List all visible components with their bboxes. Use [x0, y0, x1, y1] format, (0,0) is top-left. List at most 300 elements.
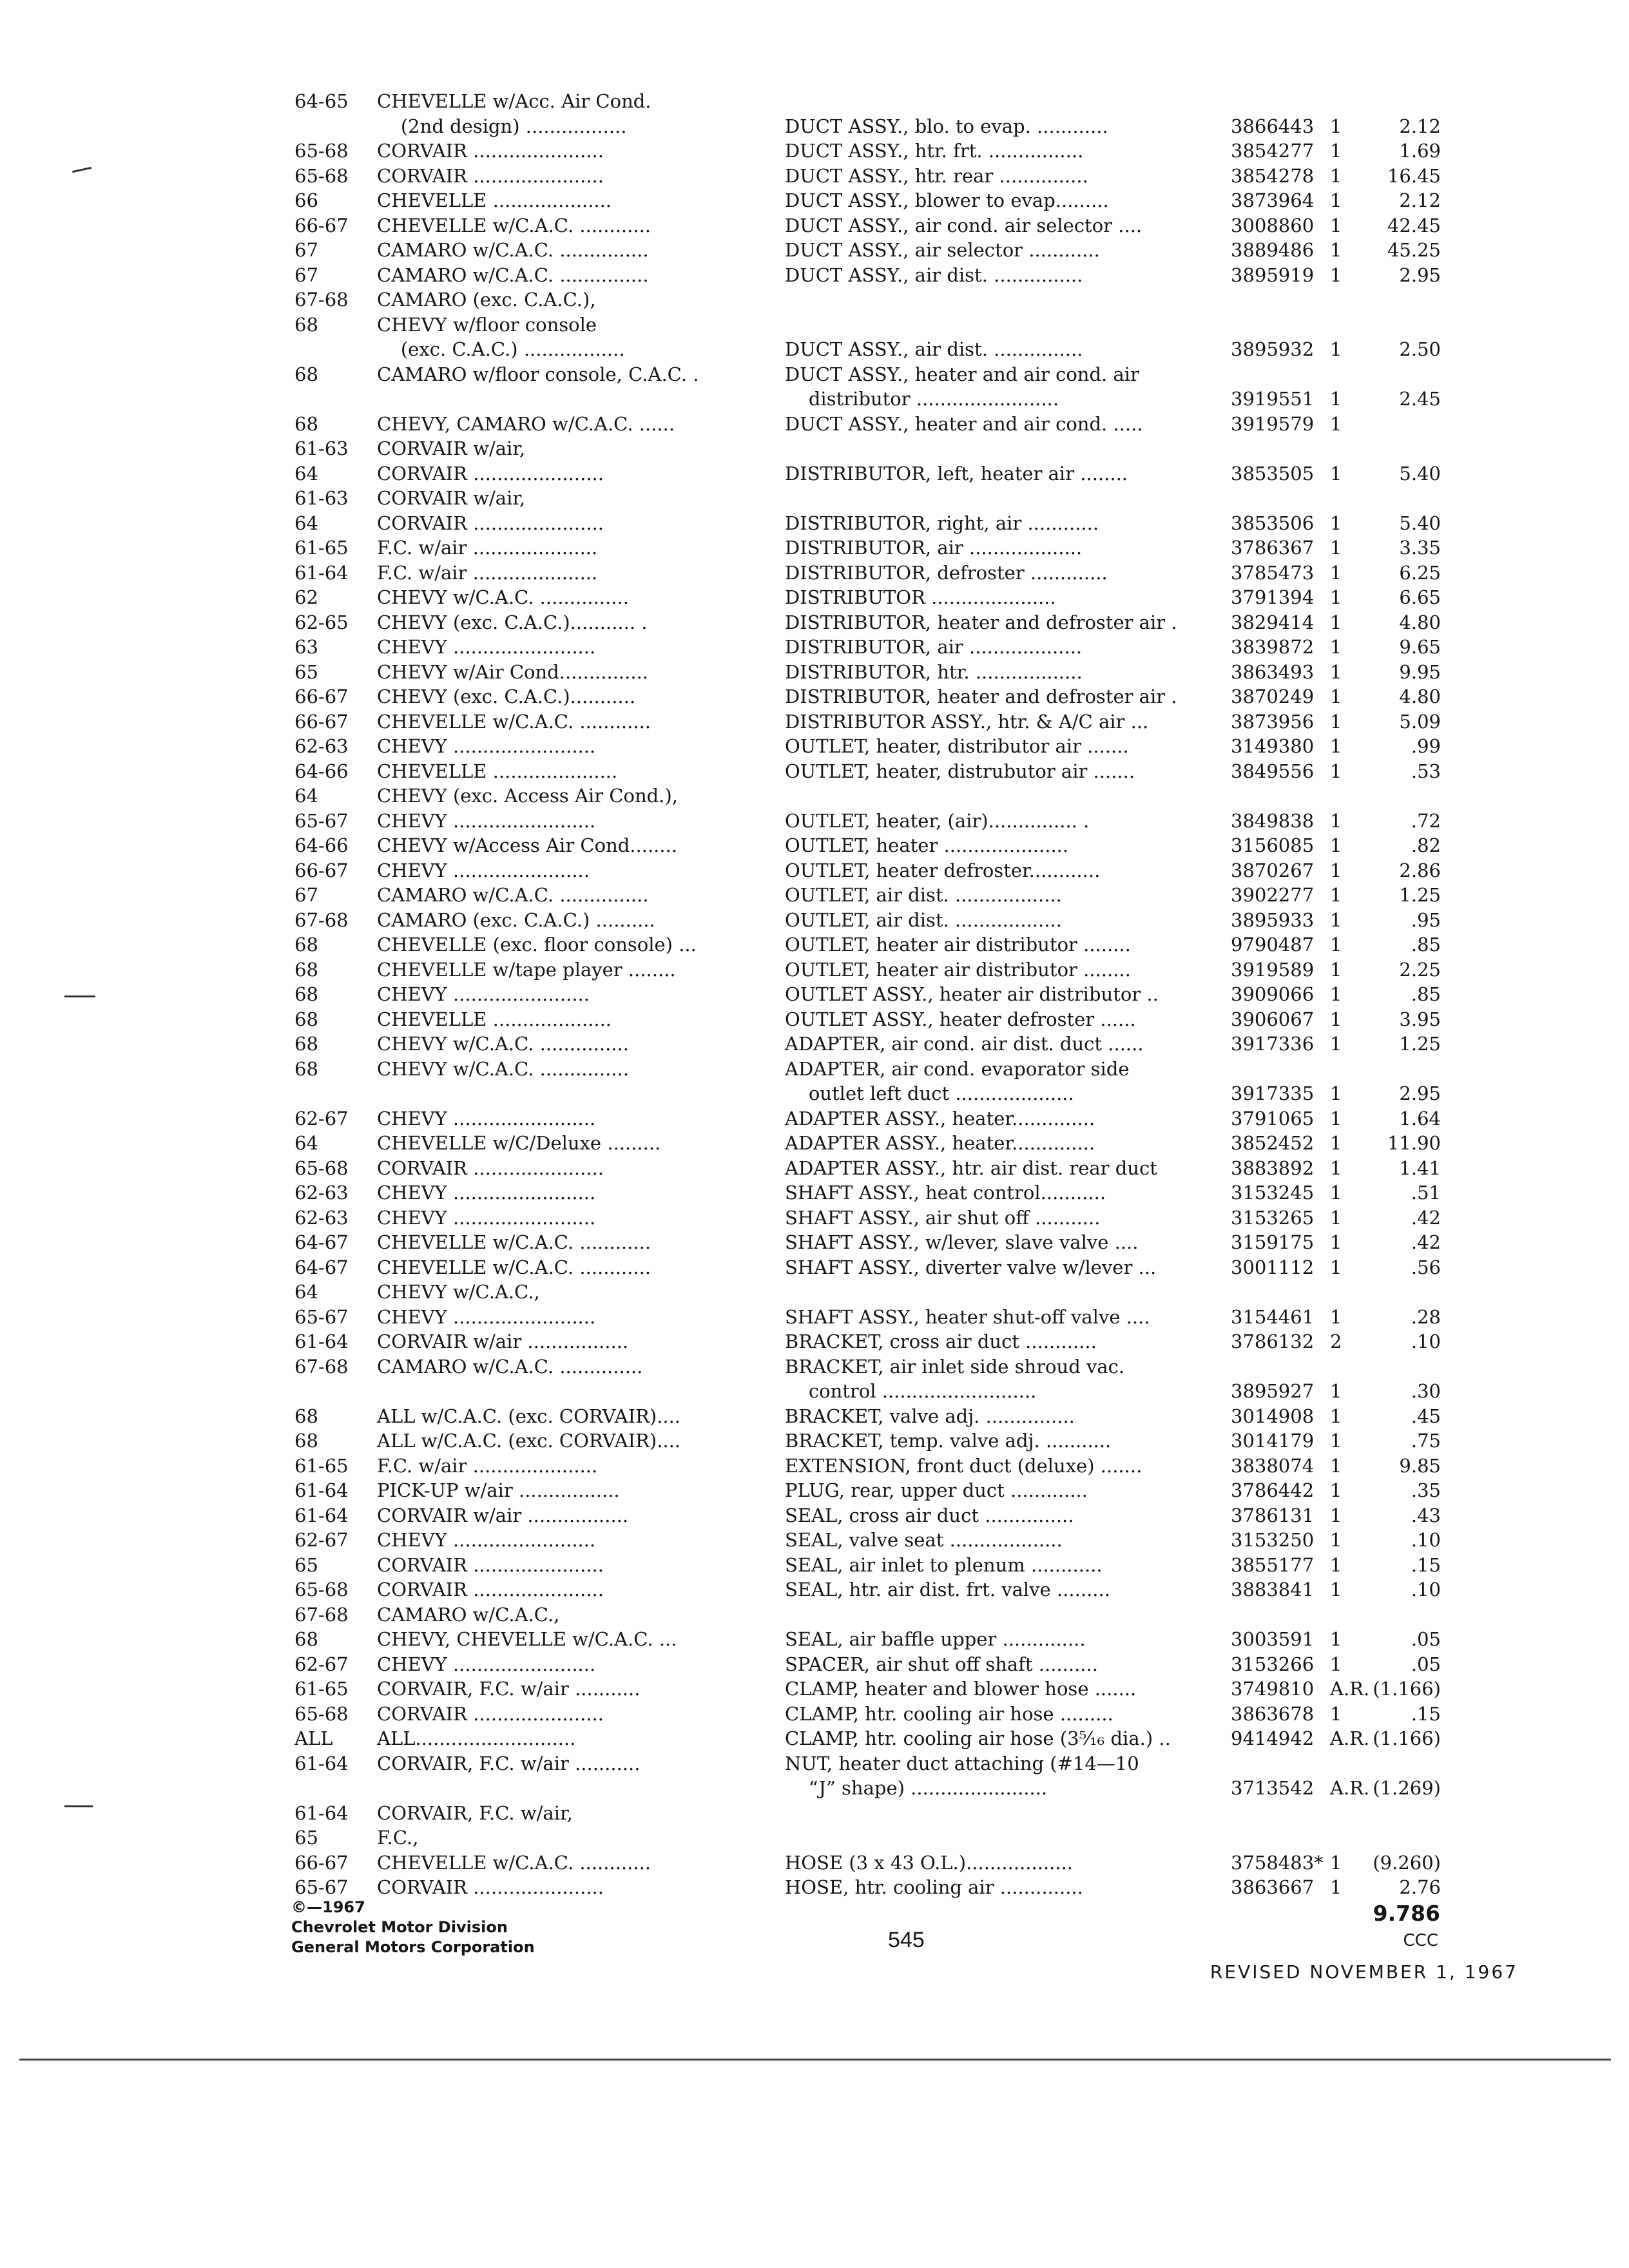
model-name: CAMARO w/C.A.C., — [377, 1603, 560, 1626]
price: .15 — [1411, 1553, 1441, 1576]
catalog-row — [0, 1230, 1629, 1254]
model-year: 62-63 — [294, 735, 349, 757]
quantity: 1 — [1330, 1553, 1342, 1576]
quantity: 1 — [1330, 338, 1342, 360]
quantity: 1 — [1330, 214, 1342, 236]
catalog-row — [0, 1677, 1629, 1701]
part-description: SEAL, air inlet to plenum ............ — [785, 1553, 1103, 1576]
part-description: DUCT ASSY., blo. to evap. ............ — [785, 115, 1108, 137]
page-divider — [19, 2059, 1611, 2061]
part-description: SPACER, air shut off shaft .......... — [785, 1653, 1098, 1675]
part-number: 3159175 — [1231, 1231, 1315, 1253]
model-name: CHEVY, CAMARO w/C.A.C. ...... — [377, 412, 675, 435]
catalog-row — [0, 511, 1629, 535]
model-name: PICK-UP w/air ................. — [377, 1479, 620, 1501]
model-year: 62-67 — [294, 1107, 349, 1129]
model-year: 65-67 — [294, 1305, 349, 1328]
quantity: 1 — [1330, 710, 1342, 733]
model-year: 61-65 — [294, 1454, 349, 1477]
catalog-row — [0, 461, 1629, 486]
catalog-row — [0, 1850, 1629, 1875]
price: 45.25 — [1387, 239, 1441, 261]
part-number: 3849838 — [1231, 809, 1315, 832]
part-description: SEAL, htr. air dist. frt. valve ......... — [785, 1579, 1110, 1600]
catalog-row — [0, 660, 1629, 684]
model-year: 65-67 — [294, 1876, 349, 1898]
part-number: 3786132 — [1231, 1331, 1315, 1352]
catalog-row — [0, 1404, 1629, 1428]
part-number: 3909066 — [1231, 983, 1315, 1005]
model-year: 61-64 — [294, 1802, 349, 1824]
model-year: 68 — [294, 934, 318, 956]
catalog-row — [0, 1329, 1629, 1354]
price: 2.50 — [1399, 338, 1441, 360]
model-name: CHEVY (exc. C.A.C.)........... — [377, 686, 636, 707]
model-name: CORVAIR w/air ................. — [377, 1331, 629, 1352]
model-name: CORVAIR ...................... — [377, 1702, 604, 1725]
model-name: CORVAIR ...................... — [377, 164, 604, 187]
catalog-row — [0, 982, 1629, 1006]
model-name: CAMARO w/C.A.C. ............... — [377, 239, 649, 261]
model-year: 66-67 — [294, 214, 349, 236]
model-name: CHEVELLE w/C.A.C. ............ — [377, 214, 651, 236]
price: .10 — [1411, 1331, 1441, 1352]
model-year: 65-68 — [294, 1702, 349, 1725]
part-number: 3153265 — [1231, 1206, 1315, 1229]
catalog-row — [0, 362, 1629, 387]
model-year: 62-63 — [294, 1206, 349, 1229]
model-year: 64 — [294, 785, 318, 807]
model-year: 67 — [294, 239, 318, 261]
catalog-row — [0, 1280, 1629, 1304]
price: .75 — [1411, 1430, 1441, 1452]
part-number: 3895927 — [1231, 1380, 1315, 1402]
catalog-row — [0, 1726, 1629, 1751]
quantity: 1 — [1330, 1256, 1342, 1278]
part-description: SHAFT ASSY., heater shut-off valve .... — [785, 1305, 1150, 1328]
margin-mark — [64, 995, 95, 997]
model-year: 67 — [294, 884, 318, 906]
part-number: 3785473 — [1231, 561, 1315, 584]
catalog-row — [0, 1180, 1629, 1205]
model-name: CHEVY ........................ — [377, 1206, 596, 1229]
model-name: F.C., — [377, 1827, 419, 1849]
model-year: 68 — [294, 363, 318, 385]
catalog-row — [0, 783, 1629, 808]
quantity: 1 — [1330, 686, 1342, 707]
part-description: DUCT ASSY., air dist. ............... — [785, 338, 1083, 360]
part-number: 3866443 — [1231, 115, 1315, 137]
part-number: 3854278 — [1231, 164, 1315, 187]
revision-date: REVISED NOVEMBER 1, 1967 — [1210, 1961, 1518, 1983]
catalog-row — [0, 1751, 1629, 1776]
part-description: DISTRIBUTOR, right, air ............ — [785, 512, 1099, 534]
model-year: 66-67 — [294, 1851, 349, 1874]
model-year: 68 — [294, 313, 318, 336]
quantity: 1 — [1330, 1206, 1342, 1229]
price: 5.09 — [1399, 710, 1441, 733]
catalog-row — [0, 1379, 1629, 1403]
quantity: 1 — [1330, 611, 1342, 633]
catalog-row — [0, 412, 1629, 436]
part-number: 3786367 — [1231, 537, 1315, 559]
price: .10 — [1411, 1579, 1441, 1600]
catalog-row — [0, 1553, 1629, 1577]
model-year: 63 — [294, 636, 318, 658]
part-number: 3902277 — [1231, 884, 1315, 906]
catalog-row — [0, 535, 1629, 560]
model-name: CAMARO w/C.A.C. ............... — [377, 884, 649, 906]
catalog-row — [0, 610, 1629, 635]
part-description: distributor ........................ — [785, 388, 1059, 410]
part-description: DISTRIBUTOR ..................... — [785, 586, 1056, 608]
part-number: 3853506 — [1231, 512, 1315, 534]
price: 9.85 — [1399, 1454, 1441, 1477]
part-number: 3854277 — [1231, 140, 1315, 162]
model-year: 68 — [294, 1405, 318, 1427]
part-number: 3713542 — [1231, 1777, 1315, 1799]
part-number: 3003591 — [1231, 1628, 1315, 1650]
part-number: 3001112 — [1231, 1256, 1315, 1278]
part-number: 3786442 — [1231, 1479, 1315, 1501]
model-name: CORVAIR, F.C. w/air ........... — [377, 1678, 641, 1700]
quantity: 1 — [1330, 115, 1342, 137]
part-description: CLAMP, htr. cooling air hose (3⁵⁄₁₆ dia.) .. — [785, 1727, 1171, 1749]
quantity: 1 — [1330, 983, 1342, 1005]
catalog-row — [0, 809, 1629, 833]
model-year: 62 — [294, 586, 318, 608]
catalog-row — [0, 238, 1629, 262]
part-description: ADAPTER, air cond. evaporator side — [785, 1057, 1130, 1080]
part-description: ADAPTER, air cond. air dist. duct ...... — [785, 1033, 1144, 1055]
model-year: 68 — [294, 1057, 318, 1080]
quantity: 1 — [1330, 1305, 1342, 1328]
part-description: DUCT ASSY., air dist. ............... — [785, 264, 1083, 286]
part-description: DUCT ASSY., heater and air cond. air — [785, 363, 1139, 385]
part-description: BRACKET, temp. valve adj. ........... — [785, 1430, 1112, 1452]
model-name: CORVAIR w/air ................. — [377, 1504, 629, 1526]
model-name: CHEVY ........................ — [377, 1182, 596, 1204]
price: 11.90 — [1387, 1132, 1441, 1154]
quantity: 1 — [1330, 462, 1342, 485]
model-name: CHEVELLE w/C/Deluxe ......... — [377, 1132, 661, 1154]
part-description: DUCT ASSY., htr. frt. ................ — [785, 140, 1084, 162]
model-year: 62-65 — [294, 611, 349, 633]
quantity: 1 — [1330, 1454, 1342, 1477]
model-name: ALL........................... — [377, 1727, 576, 1749]
part-description: OUTLET ASSY., heater defroster ...... — [785, 1008, 1136, 1030]
price: 9.65 — [1399, 636, 1441, 658]
model-year: 65 — [294, 1553, 318, 1576]
part-description: OUTLET, heater, (air)............... . — [785, 809, 1090, 832]
quantity: 1 — [1330, 1628, 1342, 1650]
catalog-row — [0, 1007, 1629, 1032]
model-name: F.C. w/air ..................... — [377, 1454, 598, 1477]
model-name: CHEVY w/C.A.C. ............... — [377, 1057, 629, 1080]
part-number: 3153266 — [1231, 1653, 1315, 1675]
catalog-row — [0, 89, 1629, 113]
price: .56 — [1411, 1256, 1441, 1278]
model-name: CAMARO w/floor console, C.A.C. . — [377, 363, 699, 385]
quantity: 1 — [1330, 512, 1342, 534]
model-name: CHEVELLE w/Acc. Air Cond. — [377, 90, 651, 112]
model-name: CAMARO (exc. C.A.C.), — [377, 289, 596, 311]
model-name: CHEVELLE (exc. floor console) ... — [377, 934, 697, 956]
part-number: 3863493 — [1231, 660, 1315, 683]
quantity: 1 — [1330, 586, 1342, 608]
model-name: CHEVELLE w/C.A.C. ............ — [377, 1256, 651, 1278]
part-number: 3883892 — [1231, 1157, 1315, 1179]
quantity: 1 — [1330, 1876, 1342, 1898]
model-year: 62-67 — [294, 1529, 349, 1551]
catalog-row — [0, 1776, 1629, 1800]
price: 1.69 — [1399, 140, 1441, 162]
part-description: CLAMP, heater and blower hose ....... — [785, 1678, 1137, 1700]
model-year: 61-64 — [294, 561, 349, 584]
model-year: 65-68 — [294, 1157, 349, 1179]
quantity: 1 — [1330, 934, 1342, 956]
part-number: 3919579 — [1231, 412, 1315, 435]
part-description: DISTRIBUTOR, heater and defroster air . — [785, 611, 1177, 633]
part-number: 3153245 — [1231, 1182, 1315, 1204]
quantity: 1 — [1330, 1182, 1342, 1204]
model-name: ALL w/C.A.C. (exc. CORVAIR).... — [377, 1405, 681, 1427]
model-name: CORVAIR ...................... — [377, 1876, 604, 1898]
quantity: 1 — [1330, 908, 1342, 931]
quantity: 1 — [1330, 1479, 1342, 1501]
copyright: ©—1967 — [291, 1898, 365, 1916]
part-number: 3791394 — [1231, 586, 1315, 608]
price: .42 — [1411, 1206, 1441, 1229]
part-description: SHAFT ASSY., w/lever, slave valve .... — [785, 1231, 1139, 1253]
model-year: 61-64 — [294, 1752, 349, 1774]
part-description: DISTRIBUTOR, defroster ............. — [785, 561, 1108, 584]
model-name: CAMARO (exc. C.A.C.) .......... — [377, 908, 655, 931]
catalog-row — [0, 908, 1629, 932]
model-name: CORVAIR ...................... — [377, 462, 604, 485]
price: (1.166) — [1373, 1678, 1441, 1700]
quantity: 1 — [1330, 660, 1342, 683]
catalog-row — [0, 932, 1629, 957]
part-description: OUTLET ASSY., heater air distributor .. — [785, 983, 1159, 1005]
model-name: CAMARO w/C.A.C. .............. — [377, 1355, 643, 1378]
catalog-row — [0, 1875, 1629, 1899]
model-name: CHEVY w/Air Cond............... — [377, 660, 649, 683]
price: .99 — [1411, 735, 1441, 757]
quantity: 1 — [1330, 1430, 1342, 1452]
model-name: CORVAIR ...................... — [377, 140, 604, 162]
quantity: 1 — [1330, 1380, 1342, 1402]
part-description: OUTLET, air dist. .................. — [785, 908, 1062, 931]
part-description: NUT, heater duct attaching (#14—10 — [785, 1752, 1139, 1774]
price: .15 — [1411, 1702, 1441, 1725]
model-year: 67-68 — [294, 289, 349, 311]
price: (1.269) — [1373, 1777, 1441, 1799]
price: .85 — [1411, 934, 1441, 956]
part-number: 3853505 — [1231, 462, 1315, 485]
catalog-row — [0, 1255, 1629, 1280]
model-name: CHEVY w/C.A.C., — [377, 1281, 540, 1303]
part-number: 9414942 — [1231, 1727, 1315, 1749]
catalog-row — [0, 1305, 1629, 1329]
part-description: HOSE (3 x 43 O.L.).................. — [785, 1851, 1074, 1874]
quantity: A.R. — [1330, 1777, 1370, 1799]
price: .85 — [1411, 983, 1441, 1005]
quantity: 1 — [1330, 1082, 1342, 1104]
price: .72 — [1411, 809, 1441, 832]
part-description: BRACKET, air inlet side shroud vac. — [785, 1355, 1125, 1378]
model-name: CHEVY w/C.A.C. ............... — [377, 1033, 629, 1055]
price: 5.40 — [1399, 512, 1441, 534]
catalog-row — [0, 1131, 1629, 1155]
price: .51 — [1411, 1182, 1441, 1204]
quantity: 1 — [1330, 1008, 1342, 1030]
quantity: 1 — [1330, 760, 1342, 782]
model-year: 65 — [294, 660, 318, 683]
model-name: CORVAIR w/air, — [377, 487, 526, 509]
part-description: EXTENSION, front duct (deluxe) ....... — [785, 1454, 1142, 1477]
model-name: CHEVY w/Access Air Cond........ — [377, 834, 678, 856]
quantity: 1 — [1330, 264, 1342, 286]
price: 5.40 — [1399, 462, 1441, 485]
model-year: 66-67 — [294, 710, 349, 733]
quantity: 1 — [1330, 1702, 1342, 1725]
model-name: CHEVELLE w/C.A.C. ............ — [377, 710, 651, 733]
model-year: 61-64 — [294, 1331, 349, 1352]
quantity: 1 — [1330, 1851, 1342, 1874]
model-year: ALL — [294, 1727, 333, 1749]
part-number: 3870249 — [1231, 686, 1315, 707]
catalog-row — [0, 263, 1629, 287]
model-year: 64-67 — [294, 1231, 349, 1253]
quantity: 1 — [1330, 735, 1342, 757]
catalog-row — [0, 287, 1629, 312]
catalog-row — [0, 858, 1629, 883]
price: .45 — [1411, 1405, 1441, 1427]
model-year: 66-67 — [294, 686, 349, 707]
model-year: 64-65 — [294, 90, 349, 112]
price: 3.35 — [1399, 537, 1441, 559]
part-number: 3786131 — [1231, 1504, 1315, 1526]
price: .28 — [1411, 1305, 1441, 1328]
part-number: 3839872 — [1231, 636, 1315, 658]
price: 42.45 — [1387, 214, 1441, 236]
quantity: 1 — [1330, 1653, 1342, 1675]
catalog-row — [0, 957, 1629, 982]
price: 2.45 — [1399, 388, 1441, 410]
model-name: CORVAIR ...................... — [377, 1579, 604, 1600]
model-year: 64-67 — [294, 1256, 349, 1278]
quantity: 1 — [1330, 1405, 1342, 1427]
price: .82 — [1411, 834, 1441, 856]
model-name: CHEVY (exc. C.A.C.)........... . — [377, 611, 648, 633]
model-year: 61-64 — [294, 1504, 349, 1526]
model-name: CHEVY ........................ — [377, 636, 596, 658]
price: 2.25 — [1399, 958, 1441, 981]
catalog-row — [0, 1032, 1629, 1056]
catalog-row — [0, 139, 1629, 163]
catalog-row — [0, 1454, 1629, 1478]
model-name: CHEVELLE .................... — [377, 189, 612, 211]
model-year: 64-66 — [294, 834, 349, 856]
quantity: 1 — [1330, 1504, 1342, 1526]
part-description: ADAPTER ASSY., htr. air dist. rear duct — [785, 1157, 1157, 1179]
model-year: 67 — [294, 264, 318, 286]
part-number: 3838074 — [1231, 1454, 1315, 1477]
price: .05 — [1411, 1628, 1441, 1650]
part-number: 3008860 — [1231, 214, 1315, 236]
model-name: CHEVELLE ..................... — [377, 760, 618, 782]
quantity: 1 — [1330, 1107, 1342, 1129]
quantity: 1 — [1330, 809, 1342, 832]
catalog-row — [0, 188, 1629, 213]
model-year: 64 — [294, 462, 318, 485]
price: 3.95 — [1399, 1008, 1441, 1030]
model-name: CHEVY ....................... — [377, 859, 590, 881]
catalog-row — [0, 1057, 1629, 1081]
catalog-row — [0, 734, 1629, 758]
catalog-row — [0, 1627, 1629, 1651]
model-year: 61-63 — [294, 487, 349, 509]
quantity: 1 — [1330, 636, 1342, 658]
part-number: 3873964 — [1231, 189, 1315, 211]
model-year: 68 — [294, 958, 318, 981]
catalog-row — [0, 1354, 1629, 1379]
catalog-row — [0, 635, 1629, 659]
model-year: 67-68 — [294, 1603, 349, 1626]
part-number: 3014908 — [1231, 1405, 1315, 1427]
part-number: 3873956 — [1231, 710, 1315, 733]
quantity: 1 — [1330, 1231, 1342, 1253]
model-name: CHEVY (exc. Access Air Cond.), — [377, 785, 678, 807]
part-number: 3870267 — [1231, 859, 1315, 881]
part-description: DUCT ASSY., htr. rear ............... — [785, 164, 1088, 187]
price: .53 — [1411, 760, 1441, 782]
part-number: 3153250 — [1231, 1529, 1315, 1551]
catalog-row — [0, 1106, 1629, 1131]
model-name: F.C. w/air ..................... — [377, 537, 598, 559]
model-year: 65-68 — [294, 1579, 349, 1600]
part-number: 3791065 — [1231, 1107, 1315, 1129]
price: .95 — [1411, 908, 1441, 931]
price: .10 — [1411, 1529, 1441, 1551]
model-name: CHEVELLE w/C.A.C. ............ — [377, 1231, 651, 1253]
catalog-row — [0, 1577, 1629, 1602]
model-name: CHEVY ........................ — [377, 1107, 596, 1129]
model-name: CHEVY ........................ — [377, 1305, 596, 1328]
price: 16.45 — [1387, 164, 1441, 187]
model-name: ALL w/C.A.C. (exc. CORVAIR).... — [377, 1430, 681, 1452]
model-year: 68 — [294, 1008, 318, 1030]
model-year: 68 — [294, 1430, 318, 1452]
quantity: 1 — [1330, 1033, 1342, 1055]
model-year: 64 — [294, 1281, 318, 1303]
part-description: SHAFT ASSY., heat control........... — [785, 1182, 1106, 1204]
catalog-row — [0, 1503, 1629, 1528]
catalog-row — [0, 883, 1629, 907]
model-year: 68 — [294, 1033, 318, 1055]
part-description: DISTRIBUTOR, htr. .................. — [785, 660, 1083, 683]
quantity: 1 — [1330, 537, 1342, 559]
quantity: A.R. — [1330, 1727, 1370, 1749]
catalog-row — [0, 486, 1629, 510]
model-year: 65 — [294, 1827, 318, 1849]
catalog-row — [0, 833, 1629, 858]
part-description: DISTRIBUTOR ASSY., htr. & A/C air ... — [785, 710, 1149, 733]
part-number: 9790487 — [1231, 934, 1315, 956]
price: .05 — [1411, 1653, 1441, 1675]
part-number: 3919589 — [1231, 958, 1315, 981]
